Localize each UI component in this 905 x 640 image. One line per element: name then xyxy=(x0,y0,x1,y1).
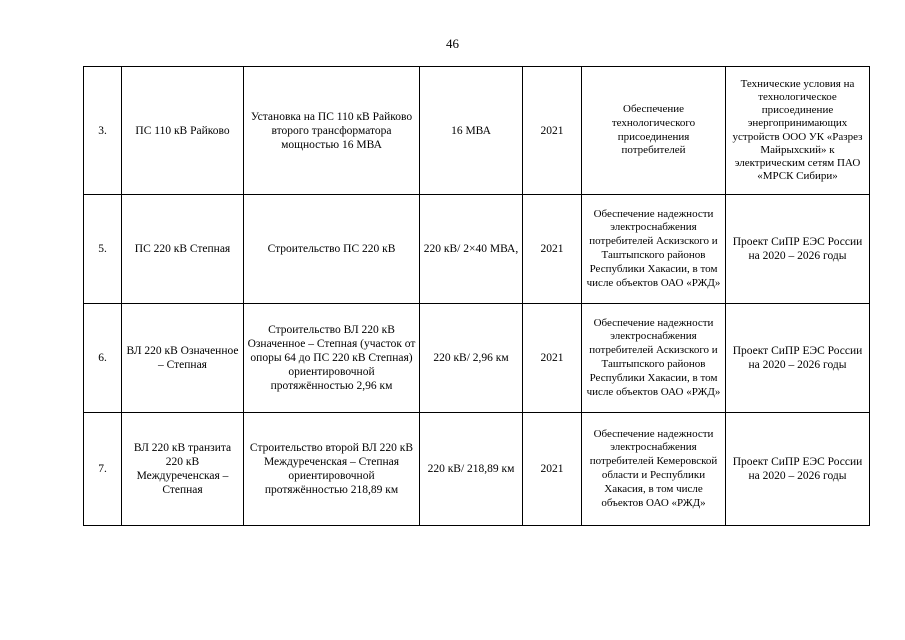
measure-description-cell: Строительство ПС 220 кВ xyxy=(244,195,420,304)
capacity-cell: 16 МВА xyxy=(420,67,523,195)
year-cell: 2021 xyxy=(523,413,582,526)
year-cell: 2021 xyxy=(523,67,582,195)
basis-cell: Технические условия на технологическое присоединение энергопринимающих устройств ООО УК «Разрез Майрыхский» к электрическим сетям ПАО «МРСК Сибири» xyxy=(726,67,870,195)
purpose-cell: Обеспечение надежности электроснабжения потребителей Аскизского и Таштыпского районов Республики Хакасии, в том числе объектов ОАО «РЖД» xyxy=(582,304,726,413)
projects-table xyxy=(83,66,870,526)
object-name-cell: ВЛ 220 кВ транзита 220 кВ Междуреченская – Степная xyxy=(122,413,244,526)
table-row xyxy=(84,67,870,195)
object-name-cell: ПС 110 кВ Райково xyxy=(122,67,244,195)
basis-cell: Проект СиПР ЕЭС России на 2020 – 2026 годы xyxy=(726,413,870,526)
row-number-cell: 3. xyxy=(84,67,122,195)
table-row xyxy=(84,413,870,526)
capacity-cell: 220 кВ/ 2,96 км xyxy=(420,304,523,413)
purpose-cell: Обеспечение технологического присоединения потребителей xyxy=(582,67,726,195)
table-row xyxy=(84,304,870,413)
object-name-cell: ВЛ 220 кВ Означенное – Степная xyxy=(122,304,244,413)
row-number-cell: 7. xyxy=(84,413,122,526)
measure-description-cell: Установка на ПС 110 кВ Райково второго трансформатора мощностью 16 МВА xyxy=(244,67,420,195)
capacity-cell: 220 кВ/ 218,89 км xyxy=(420,413,523,526)
basis-cell: Проект СиПР ЕЭС России на 2020 – 2026 годы xyxy=(726,195,870,304)
capacity-cell: 220 кВ/ 2×40 МВА, xyxy=(420,195,523,304)
object-name-cell: ПС 220 кВ Степная xyxy=(122,195,244,304)
basis-cell: Проект СиПР ЕЭС России на 2020 – 2026 годы xyxy=(726,304,870,413)
page-number: 46 xyxy=(446,36,459,51)
measure-description-cell: Строительство второй ВЛ 220 кВ Междуреченская – Степная ориентировочной протяжённостью 218,89 км xyxy=(244,413,420,526)
purpose-cell: Обеспечение надежности электроснабжения потребителей Аскизского и Таштыпского районов Республики Хакасии, в том числе объектов ОАО «РЖД» xyxy=(582,195,726,304)
year-cell: 2021 xyxy=(523,304,582,413)
row-number-cell: 5. xyxy=(84,195,122,304)
table-row xyxy=(84,195,870,304)
year-cell: 2021 xyxy=(523,195,582,304)
measure-description-cell: Строительство ВЛ 220 кВ Означенное – Степная (участок от опоры 64 до ПС 220 кВ Степная) ориентировочной протяжённостью 2,96 км xyxy=(244,304,420,413)
row-number-cell: 6. xyxy=(84,304,122,413)
purpose-cell: Обеспечение надежности электроснабжения потребителей Кемеровской области и Республики Хакасия, в том числе объектов ОАО «РЖД» xyxy=(582,413,726,526)
